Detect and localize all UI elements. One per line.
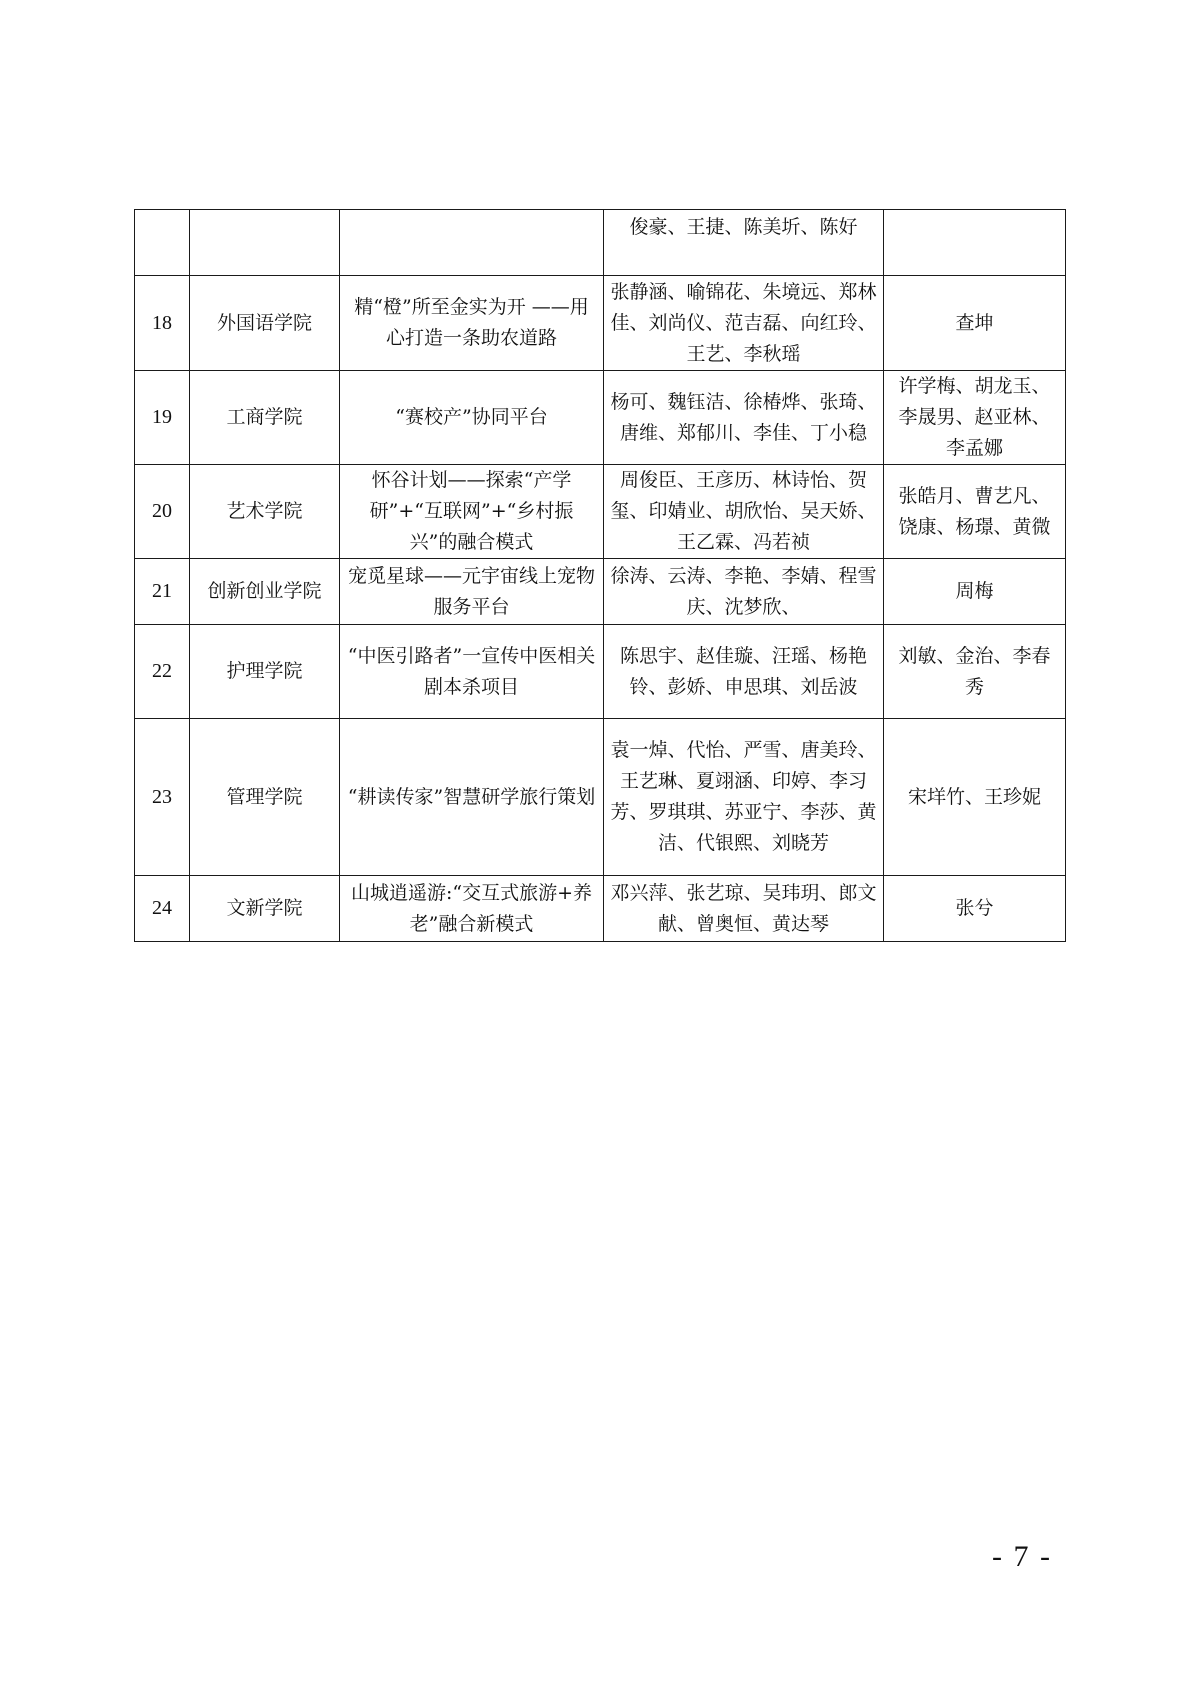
cell-advisor: 张皓月、曹艺凡、饶康、杨璟、黄微 bbox=[884, 465, 1066, 559]
cell-college: 艺术学院 bbox=[190, 465, 340, 559]
table-row bbox=[135, 210, 1066, 276]
cell-members: 俊豪、王捷、陈美圻、陈好 bbox=[604, 210, 884, 276]
cell-members: 杨可、魏钰洁、徐椿烨、张琦、唐维、郑郁川、李佳、丁小稳 bbox=[604, 371, 884, 465]
cell-members: 徐涛、云涛、李艳、李婧、程雪庆、沈梦欣、 bbox=[604, 559, 884, 625]
cell-advisor: 宋垟竹、王珍妮 bbox=[884, 719, 1066, 876]
table-row bbox=[135, 559, 1066, 625]
cell-members: 张静涵、喻锦花、朱境远、郑林佳、刘尚仪、范吉磊、向红玲、王艺、李秋瑶 bbox=[604, 276, 884, 371]
cell-advisor bbox=[884, 210, 1066, 276]
project-table bbox=[134, 209, 1066, 942]
cell-project: “赛校产”协同平台 bbox=[340, 371, 604, 465]
cell-advisor: 张兮 bbox=[884, 876, 1066, 942]
page-number: - 7 - bbox=[992, 1540, 1052, 1573]
cell-number: 20 bbox=[135, 465, 190, 559]
cell-project: 怀谷计划——探索“产学研”+“互联网”+“乡村振兴”的融合模式 bbox=[340, 465, 604, 559]
cell-number: 23 bbox=[135, 719, 190, 876]
cell-advisor: 查坤 bbox=[884, 276, 1066, 371]
cell-project: 山城逍遥游:“交互式旅游+养老”融合新模式 bbox=[340, 876, 604, 942]
table-row bbox=[135, 625, 1066, 719]
cell-number: 22 bbox=[135, 625, 190, 719]
cell-project: “中医引路者”一宣传中医相关剧本杀项目 bbox=[340, 625, 604, 719]
table-row bbox=[135, 371, 1066, 465]
cell-advisor: 许学梅、胡龙玉、李晟男、赵亚林、李孟娜 bbox=[884, 371, 1066, 465]
cell-number: 18 bbox=[135, 276, 190, 371]
table-row bbox=[135, 276, 1066, 371]
cell-college: 管理学院 bbox=[190, 719, 340, 876]
cell-college: 创新创业学院 bbox=[190, 559, 340, 625]
cell-number: 19 bbox=[135, 371, 190, 465]
cell-project: 精“橙”所至金实为开 ——用心打造一条助农道路 bbox=[340, 276, 604, 371]
cell-project: “耕读传家”智慧研学旅行策划 bbox=[340, 719, 604, 876]
cell-project: 宠觅星球——元宇宙线上宠物服务平台 bbox=[340, 559, 604, 625]
cell-number: 24 bbox=[135, 876, 190, 942]
cell-members: 陈思宇、赵佳璇、汪瑶、杨艳铃、彭娇、申思琪、刘岳波 bbox=[604, 625, 884, 719]
cell-number: 21 bbox=[135, 559, 190, 625]
cell-members: 周俊臣、王彦历、林诗怡、贺玺、印婧业、胡欣怡、吴天娇、王乙霖、冯若祯 bbox=[604, 465, 884, 559]
cell-number bbox=[135, 210, 190, 276]
cell-project bbox=[340, 210, 604, 276]
cell-advisor: 刘敏、金治、李春秀 bbox=[884, 625, 1066, 719]
table-row bbox=[135, 876, 1066, 942]
cell-college: 护理学院 bbox=[190, 625, 340, 719]
cell-advisor: 周梅 bbox=[884, 559, 1066, 625]
cell-members: 邓兴萍、张艺琼、吴玮玥、郎文献、曾奥恒、黄达琴 bbox=[604, 876, 884, 942]
cell-college: 外国语学院 bbox=[190, 276, 340, 371]
cell-college: 工商学院 bbox=[190, 371, 340, 465]
cell-members: 袁一焯、代怡、严雪、唐美玲、王艺琳、夏翊涵、印婷、李习芳、罗琪琪、苏亚宁、李莎、黄洁、代银熙、刘晓芳 bbox=[604, 719, 884, 876]
cell-college: 文新学院 bbox=[190, 876, 340, 942]
table-row bbox=[135, 719, 1066, 876]
cell-college bbox=[190, 210, 340, 276]
table-row bbox=[135, 465, 1066, 559]
